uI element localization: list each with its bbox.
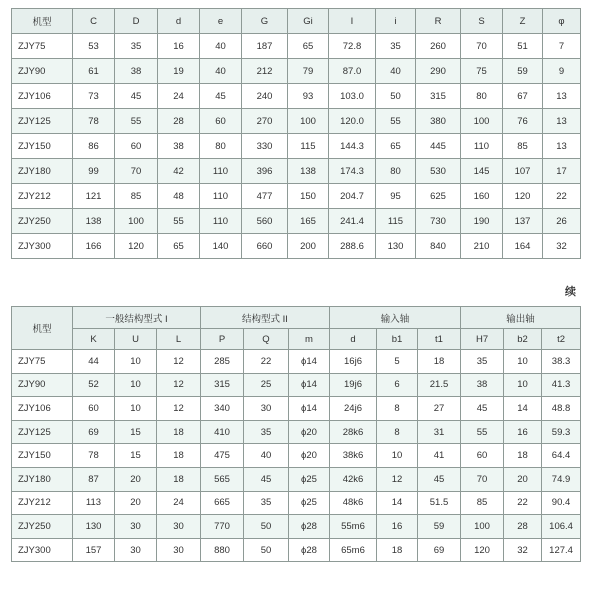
value-cell: 110: [200, 184, 242, 209]
value-cell: 38: [115, 59, 158, 84]
table-row: [12, 373, 581, 397]
value-cell: 65: [288, 34, 329, 59]
model-cell: ZJY212: [12, 184, 73, 209]
value-cell: ϕ25: [289, 467, 330, 491]
value-cell: 35: [244, 491, 289, 515]
value-cell: 18: [157, 467, 201, 491]
value-cell: 55: [376, 109, 416, 134]
column-header: b1: [377, 329, 418, 350]
table-header-row: [12, 9, 581, 34]
value-cell: 110: [200, 209, 242, 234]
table-row: [12, 209, 581, 234]
value-cell: 10: [115, 397, 157, 421]
value-cell: 44: [73, 350, 115, 374]
value-cell: 106.4: [542, 515, 581, 539]
value-cell: 7: [543, 34, 581, 59]
column-header: I: [329, 9, 376, 34]
value-cell: 212: [242, 59, 288, 84]
value-cell: 113: [73, 491, 115, 515]
value-cell: 45: [461, 397, 504, 421]
table-row: [12, 444, 581, 468]
value-cell: 41.3: [542, 373, 581, 397]
value-cell: 38: [158, 134, 200, 159]
value-cell: 38k6: [330, 444, 377, 468]
column-header: P: [201, 329, 244, 350]
column-header: S: [461, 9, 503, 34]
column-header: D: [115, 9, 158, 34]
value-cell: 80: [376, 159, 416, 184]
group-header-output-shaft: 输出轴: [461, 307, 581, 329]
value-cell: 35: [461, 350, 504, 374]
value-cell: ϕ14: [289, 350, 330, 374]
value-cell: 61: [73, 59, 115, 84]
value-cell: 13: [543, 134, 581, 159]
value-cell: ϕ25: [289, 491, 330, 515]
value-cell: 130: [376, 234, 416, 259]
value-cell: 121: [73, 184, 115, 209]
value-cell: 19j6: [330, 373, 377, 397]
value-cell: 100: [115, 209, 158, 234]
value-cell: 31: [418, 420, 461, 444]
value-cell: 22: [504, 491, 542, 515]
value-cell: 8: [377, 397, 418, 421]
value-cell: 99: [73, 159, 115, 184]
table-row: [12, 350, 581, 374]
column-header: i: [376, 9, 416, 34]
value-cell: 72.8: [329, 34, 376, 59]
value-cell: 32: [543, 234, 581, 259]
value-cell: 30: [244, 397, 289, 421]
value-cell: 50: [244, 515, 289, 539]
value-cell: 40: [200, 59, 242, 84]
column-header: t2: [542, 329, 581, 350]
value-cell: 35: [115, 34, 158, 59]
value-cell: 38.3: [542, 350, 581, 374]
value-cell: 55: [115, 109, 158, 134]
value-cell: 445: [416, 134, 461, 159]
value-cell: 330: [242, 134, 288, 159]
value-cell: 59: [418, 515, 461, 539]
table-row: [12, 420, 581, 444]
value-cell: ϕ20: [289, 420, 330, 444]
group-header-structure-ii: 结构型式 II: [201, 307, 330, 329]
subheader-row: [12, 329, 581, 350]
value-cell: 187: [242, 34, 288, 59]
value-cell: 79: [288, 59, 329, 84]
value-cell: 85: [461, 491, 504, 515]
table-row: [12, 515, 581, 539]
value-cell: 48k6: [330, 491, 377, 515]
value-cell: 24: [157, 491, 201, 515]
value-cell: 164: [503, 234, 543, 259]
table-row: [12, 467, 581, 491]
value-cell: 204.7: [329, 184, 376, 209]
value-cell: 87.0: [329, 59, 376, 84]
value-cell: 95: [376, 184, 416, 209]
value-cell: 100: [288, 109, 329, 134]
value-cell: 410: [201, 420, 244, 444]
column-header: Z: [503, 9, 543, 34]
value-cell: 10: [504, 373, 542, 397]
value-cell: 16: [377, 515, 418, 539]
value-cell: 15: [115, 444, 157, 468]
value-cell: 120: [503, 184, 543, 209]
value-cell: 18: [504, 444, 542, 468]
value-cell: 90.4: [542, 491, 581, 515]
value-cell: 5: [377, 350, 418, 374]
value-cell: 30: [157, 538, 201, 562]
value-cell: 270: [242, 109, 288, 134]
value-cell: 8: [377, 420, 418, 444]
value-cell: 55: [461, 420, 504, 444]
value-cell: 75: [461, 59, 503, 84]
value-cell: 174.3: [329, 159, 376, 184]
model-cell: ZJY75: [12, 350, 73, 374]
table-row: [12, 34, 581, 59]
value-cell: 87: [73, 467, 115, 491]
value-cell: 315: [201, 373, 244, 397]
value-cell: 100: [461, 515, 504, 539]
value-cell: 80: [461, 84, 503, 109]
value-cell: 477: [242, 184, 288, 209]
value-cell: 560: [242, 209, 288, 234]
value-cell: 240: [242, 84, 288, 109]
value-cell: ϕ14: [289, 373, 330, 397]
value-cell: 59.3: [542, 420, 581, 444]
group-header-general: 一般结构型式 I: [73, 307, 201, 329]
value-cell: 10: [115, 350, 157, 374]
value-cell: 35: [376, 34, 416, 59]
value-cell: 396: [242, 159, 288, 184]
value-cell: 665: [201, 491, 244, 515]
value-cell: 69: [73, 420, 115, 444]
value-cell: 12: [157, 350, 201, 374]
value-cell: 241.4: [329, 209, 376, 234]
value-cell: 42k6: [330, 467, 377, 491]
value-cell: 120: [115, 234, 158, 259]
value-cell: 14: [504, 397, 542, 421]
value-cell: 165: [288, 209, 329, 234]
table-row: [12, 491, 581, 515]
value-cell: 38: [461, 373, 504, 397]
value-cell: 157: [73, 538, 115, 562]
model-cell: ZJY300: [12, 234, 73, 259]
table-row: [12, 84, 581, 109]
model-cell: ZJY300: [12, 538, 73, 562]
value-cell: 20: [504, 467, 542, 491]
value-cell: 144.3: [329, 134, 376, 159]
column-header: m: [289, 329, 330, 350]
value-cell: 70: [115, 159, 158, 184]
value-cell: 70: [461, 467, 504, 491]
value-cell: 59: [503, 59, 543, 84]
dimension-table-2: [11, 306, 581, 562]
value-cell: 28: [504, 515, 542, 539]
value-cell: 770: [201, 515, 244, 539]
value-cell: ϕ20: [289, 444, 330, 468]
value-cell: 52: [73, 373, 115, 397]
value-cell: 140: [200, 234, 242, 259]
value-cell: 30: [115, 538, 157, 562]
value-cell: 14: [377, 491, 418, 515]
value-cell: 565: [201, 467, 244, 491]
value-cell: 25: [244, 373, 289, 397]
table-row: [12, 109, 581, 134]
value-cell: 10: [115, 373, 157, 397]
value-cell: 166: [73, 234, 115, 259]
table-row: [12, 59, 581, 84]
value-cell: 138: [288, 159, 329, 184]
value-cell: 35: [244, 420, 289, 444]
value-cell: 28: [158, 109, 200, 134]
column-header: d: [330, 329, 377, 350]
value-cell: 64.4: [542, 444, 581, 468]
value-cell: ϕ28: [289, 515, 330, 539]
value-cell: 120.0: [329, 109, 376, 134]
value-cell: 16j6: [330, 350, 377, 374]
value-cell: 78: [73, 444, 115, 468]
value-cell: 55m6: [330, 515, 377, 539]
value-cell: 120: [461, 538, 504, 562]
value-cell: 50: [376, 84, 416, 109]
value-cell: 285: [201, 350, 244, 374]
value-cell: 13: [543, 84, 581, 109]
model-cell: ZJY250: [12, 515, 73, 539]
table-row: [12, 159, 581, 184]
value-cell: 74.9: [542, 467, 581, 491]
value-cell: 22: [543, 184, 581, 209]
column-header: L: [157, 329, 201, 350]
value-cell: 145: [461, 159, 503, 184]
value-cell: 67: [503, 84, 543, 109]
value-cell: 85: [115, 184, 158, 209]
column-header: H7: [461, 329, 504, 350]
value-cell: 160: [461, 184, 503, 209]
value-cell: 12: [157, 397, 201, 421]
value-cell: 18: [377, 538, 418, 562]
table-row: [12, 134, 581, 159]
value-cell: 138: [73, 209, 115, 234]
model-cell: ZJY75: [12, 34, 73, 59]
model-cell: ZJY250: [12, 209, 73, 234]
value-cell: 9: [543, 59, 581, 84]
value-cell: 840: [416, 234, 461, 259]
value-cell: 60: [461, 444, 504, 468]
value-cell: 115: [288, 134, 329, 159]
value-cell: 80: [200, 134, 242, 159]
model-cell: ZJY180: [12, 159, 73, 184]
model-cell: ZJY90: [12, 373, 73, 397]
value-cell: 93: [288, 84, 329, 109]
value-cell: 100: [461, 109, 503, 134]
value-cell: 22: [244, 350, 289, 374]
value-cell: 18: [157, 444, 201, 468]
value-cell: 16: [504, 420, 542, 444]
value-cell: 380: [416, 109, 461, 134]
value-cell: 15: [115, 420, 157, 444]
model-header: 机型: [12, 9, 73, 34]
column-header: φ: [543, 9, 581, 34]
column-header: t1: [418, 329, 461, 350]
value-cell: 20: [115, 491, 157, 515]
value-cell: 76: [503, 109, 543, 134]
model-cell: ZJY212: [12, 491, 73, 515]
value-cell: 660: [242, 234, 288, 259]
value-cell: 27: [418, 397, 461, 421]
value-cell: 69: [418, 538, 461, 562]
value-cell: 42: [158, 159, 200, 184]
value-cell: 50: [244, 538, 289, 562]
table-row: [12, 397, 581, 421]
column-header: U: [115, 329, 157, 350]
value-cell: 288.6: [329, 234, 376, 259]
table-row: [12, 538, 581, 562]
value-cell: 13: [543, 109, 581, 134]
value-cell: 625: [416, 184, 461, 209]
value-cell: 48.8: [542, 397, 581, 421]
column-header: Gi: [288, 9, 329, 34]
value-cell: 41: [418, 444, 461, 468]
continued-label: 续: [565, 285, 576, 298]
table-row: [12, 234, 581, 259]
value-cell: 137: [503, 209, 543, 234]
column-header: K: [73, 329, 115, 350]
value-cell: 150: [288, 184, 329, 209]
column-header: C: [73, 9, 115, 34]
value-cell: 130: [73, 515, 115, 539]
value-cell: 16: [158, 34, 200, 59]
column-header: b2: [504, 329, 542, 350]
value-cell: 48: [158, 184, 200, 209]
value-cell: 40: [376, 59, 416, 84]
value-cell: 530: [416, 159, 461, 184]
value-cell: 260: [416, 34, 461, 59]
value-cell: 32: [504, 538, 542, 562]
value-cell: 10: [504, 350, 542, 374]
dimension-table-1: [11, 8, 581, 259]
value-cell: 880: [201, 538, 244, 562]
value-cell: 45: [244, 467, 289, 491]
value-cell: ϕ28: [289, 538, 330, 562]
value-cell: 12: [377, 467, 418, 491]
value-cell: 86: [73, 134, 115, 159]
value-cell: 53: [73, 34, 115, 59]
column-header: Q: [244, 329, 289, 350]
value-cell: 40: [200, 34, 242, 59]
value-cell: 30: [115, 515, 157, 539]
value-cell: 78: [73, 109, 115, 134]
value-cell: 40: [244, 444, 289, 468]
value-cell: 20: [115, 467, 157, 491]
value-cell: 315: [416, 84, 461, 109]
value-cell: 24: [158, 84, 200, 109]
value-cell: 107: [503, 159, 543, 184]
model-cell: ZJY180: [12, 467, 73, 491]
value-cell: 200: [288, 234, 329, 259]
group-header-row: [12, 307, 581, 329]
value-cell: 60: [115, 134, 158, 159]
value-cell: 190: [461, 209, 503, 234]
value-cell: 21.5: [418, 373, 461, 397]
column-header: R: [416, 9, 461, 34]
value-cell: ϕ14: [289, 397, 330, 421]
value-cell: 45: [418, 467, 461, 491]
value-cell: 60: [200, 109, 242, 134]
value-cell: 6: [377, 373, 418, 397]
value-cell: 18: [157, 420, 201, 444]
model-cell: ZJY106: [12, 84, 73, 109]
value-cell: 65m6: [330, 538, 377, 562]
column-header: G: [242, 9, 288, 34]
value-cell: 730: [416, 209, 461, 234]
value-cell: 73: [73, 84, 115, 109]
value-cell: 210: [461, 234, 503, 259]
value-cell: 51.5: [418, 491, 461, 515]
value-cell: 115: [376, 209, 416, 234]
value-cell: 45: [115, 84, 158, 109]
value-cell: 24j6: [330, 397, 377, 421]
value-cell: 65: [158, 234, 200, 259]
value-cell: 28k6: [330, 420, 377, 444]
value-cell: 340: [201, 397, 244, 421]
value-cell: 110: [200, 159, 242, 184]
value-cell: 30: [157, 515, 201, 539]
model-header: 机型: [12, 307, 73, 350]
value-cell: 51: [503, 34, 543, 59]
value-cell: 19: [158, 59, 200, 84]
value-cell: 17: [543, 159, 581, 184]
model-cell: ZJY150: [12, 444, 73, 468]
value-cell: 85: [503, 134, 543, 159]
value-cell: 55: [158, 209, 200, 234]
table-row: [12, 184, 581, 209]
model-cell: ZJY125: [12, 420, 73, 444]
model-cell: ZJY125: [12, 109, 73, 134]
value-cell: 65: [376, 134, 416, 159]
model-cell: ZJY90: [12, 59, 73, 84]
value-cell: 18: [418, 350, 461, 374]
value-cell: 10: [377, 444, 418, 468]
value-cell: 70: [461, 34, 503, 59]
model-cell: ZJY106: [12, 397, 73, 421]
column-header: d: [158, 9, 200, 34]
group-header-input-shaft: 输入轴: [330, 307, 461, 329]
value-cell: 103.0: [329, 84, 376, 109]
value-cell: 60: [73, 397, 115, 421]
value-cell: 475: [201, 444, 244, 468]
model-cell: ZJY150: [12, 134, 73, 159]
value-cell: 127.4: [542, 538, 581, 562]
value-cell: 290: [416, 59, 461, 84]
value-cell: 110: [461, 134, 503, 159]
column-header: e: [200, 9, 242, 34]
value-cell: 26: [543, 209, 581, 234]
value-cell: 12: [157, 373, 201, 397]
value-cell: 45: [200, 84, 242, 109]
